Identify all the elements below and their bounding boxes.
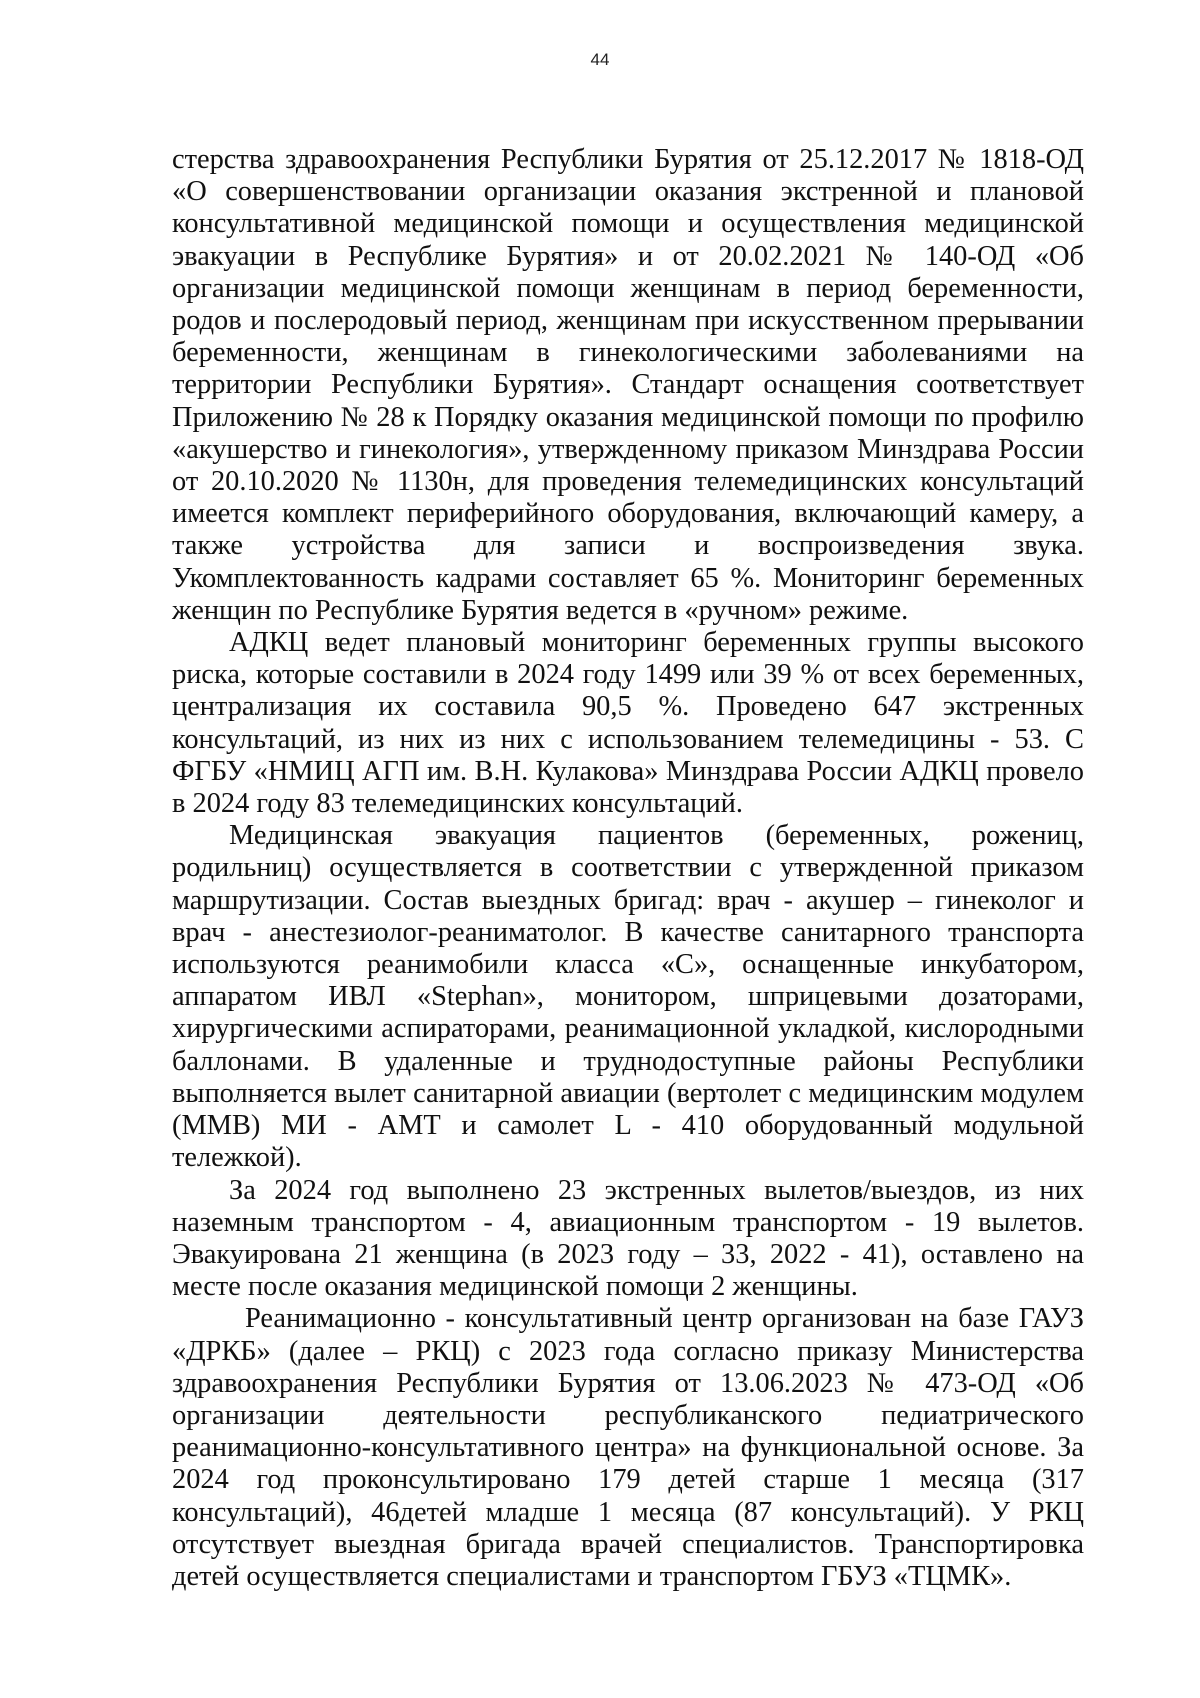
paragraph-medical-evacuation: Медицинская эвакуация пациентов (беременных, рожениц, родильниц) осуществляется в соответствии с утвержденной приказом маршрутизации. Состав выездных бригад: врач - акушер – гинеколог и врач - анестезиолог-реаниматолог. В качестве санитарного транспорта используются реанимобили класса «С», оснащенные инкубатором, аппаратом ИВЛ «Stephan», монитором, шприцевыми дозаторами, хирургическими аспираторами, реанимационной укладкой, кислородными баллонами. В удаленные и труднодоступные районы Республики выполняется вылет санитарной авиации (вертолет с медицинским модулем (ММВ) МИ - АМТ и самолет L - 410 оборудованный модульной тележкой).	[172, 820, 1084, 1174]
document-body	[172, 144, 1084, 1593]
paragraph-evacuation-stats: За 2024 год выполнено 23 экстренных вылетов/выездов, из них наземным транспортом - 4, авиационным транспортом - 19 вылетов. Эвакуирована 21 женщина (в 2023 году – 33, 2022 - 41), оставлено на месте после оказания медицинской помощи 2 женщины.	[172, 1174, 1084, 1303]
paragraph-continuation: стерства здравоохранения Республики Бурятия от 25.12.2017 № 1818-ОД «О совершенствовании организации оказания экстренной и плановой консультативной медицинской помощи и осуществления медицинской эвакуации в Республике Бурятия» и от 20.02.2021 № 140-ОД «Об организации медицинской помощи женщинам в период беременности, родов и послеродовый период, женщинам при искусственном прерывании беременности, женщинам в гинекологическими заболеваниями на территории Республики Бурятия». Стандарт оснащения соответствует Приложению № 28 к Порядку оказания медицинской помощи по профилю «акушерство и гинекология», утвержденному приказом Минздрава России от 20.10.2020 № 1130н, для проведения телемедицинских консультаций имеется комплект периферийного оборудования, включающий камеру, а также устройства для записи и воспроизведения звука. Укомплектованность кадрами составляет 65 %. Мониторинг беременных женщин по Республике Бурятия ведется в «ручном» режиме.	[172, 144, 1084, 626]
page-number: 44	[590, 50, 610, 69]
paragraph-rkc-center: Реанимационно - консультативный центр организован на базе ГАУЗ «ДРКБ» (далее – РКЦ) с 2023 года согласно приказу Министерства здравоохранения Республики Бурятия от 13.06.2023 № 473-ОД «Об организации деятельности республиканского педиатрического реанимационно-консультативного центра» на функциональной основе. За 2024 год проконсультировано 179 детей старше 1 месяца (317 консультаций), 46детей младше 1 месяца (87 консультаций). У РКЦ отсутствует выездная бригада врачей специалистов. Транспортировка детей осуществляется специалистами и транспортом ГБУЗ «ТЦМК».	[172, 1303, 1084, 1592]
paragraph-adkc-monitoring: АДКЦ ведет плановый мониторинг беременных группы высокого риска, которые составили в 2024 году 1499 или 39 % от всех беременных, централизация их составила 90,5 %. Проведено 647 экстренных консультаций, из них из них с использованием телемедицины - 53. С ФГБУ «НМИЦ АГП им. В.Н. Кулакова» Минздрава России АДКЦ провело в 2024 году 83 телемедицинских консультаций.	[172, 627, 1084, 820]
